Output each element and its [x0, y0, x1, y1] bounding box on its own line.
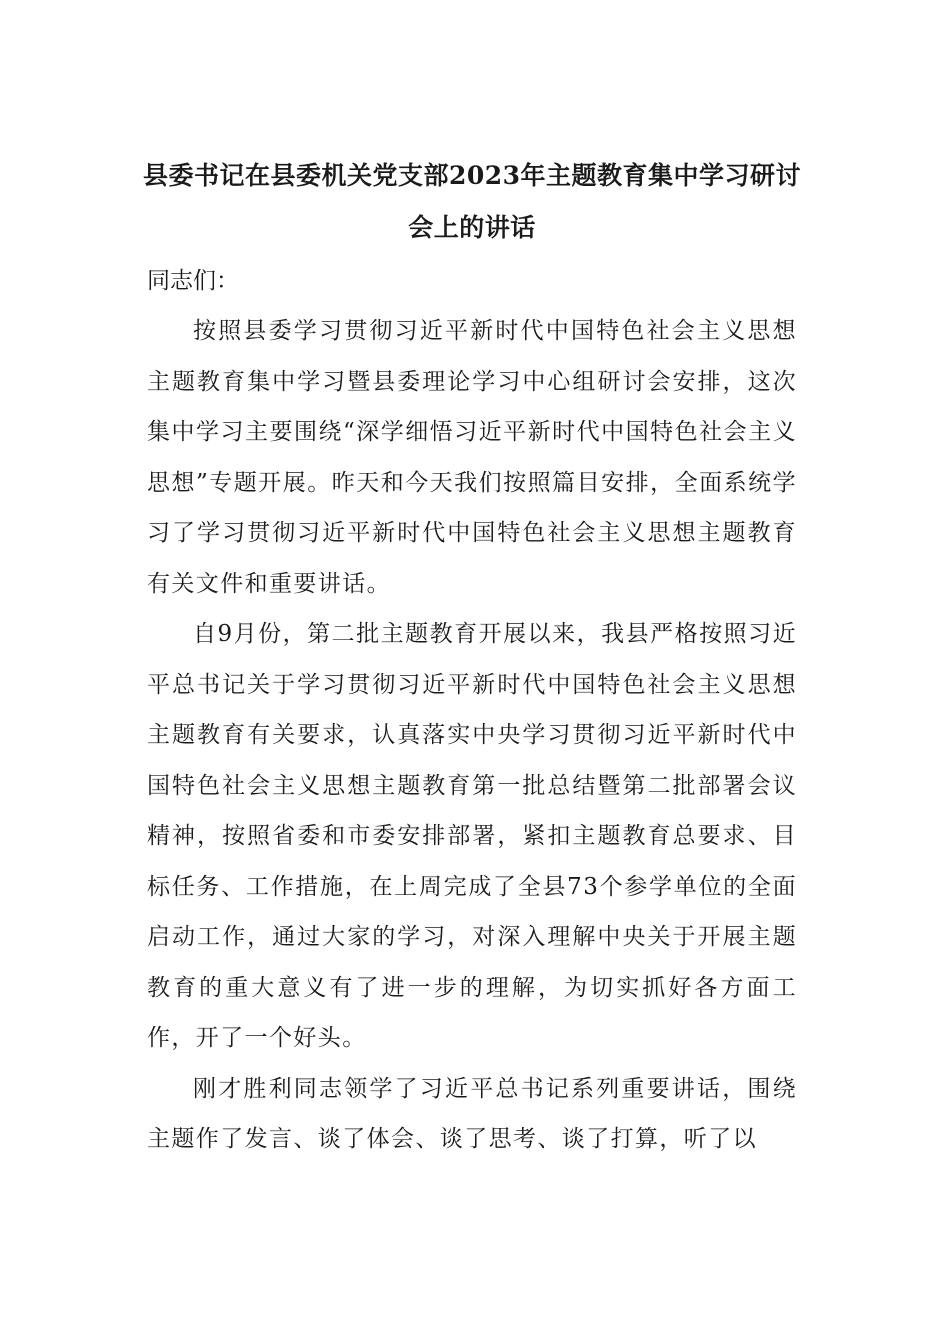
document-page: [142, 150, 802, 1165]
paragraph-3: 刚才胜利同志领学了习近平总书记系列重要讲话，围绕主题作了发言、谈了体会、谈了思考、谈了打算，听了以: [147, 1075, 797, 1152]
paragraph-1: 按照县委学习贯彻习近平新时代中国特色社会主义思想主题教育集中学习暨县委理论学习中心组研讨会安排，这次集中学习主要围绕“深学细悟习近平新时代中国特色社会主义思想”专题开展。昨天和今天我们按照篇目安排，全面系统学习了学习贯彻习近平新时代中国特色社会主义思想主题教育有关文件和重要讲话。: [147, 318, 797, 597]
paragraph-2: 自9月份，第二批主题教育开展以来，我县严格按照习近平总书记关于学习贯彻习近平新时代中国特色社会主义思想主题教育有关要求，认真落实中央学习贯彻习近平新时代中国特色社会主义思想主题教育第一批总结暨第二批部署会议精神，按照省委和市委安排部署，紧扣主题教育总要求、目标任务、工作措施，在上周完成了全县73个参学单位的全面启动工作，通过大家的学习，对深入理解中央关于开展主题教育的重大意义有了进一步的理解，为切实抓好各方面工作，开了一个好头。: [147, 621, 797, 1051]
document-title: 县委书记在县委机关党支部2023年主题教育集中学习研讨会上的讲话: [142, 161, 802, 242]
salutation: 同志们：: [147, 268, 239, 294]
